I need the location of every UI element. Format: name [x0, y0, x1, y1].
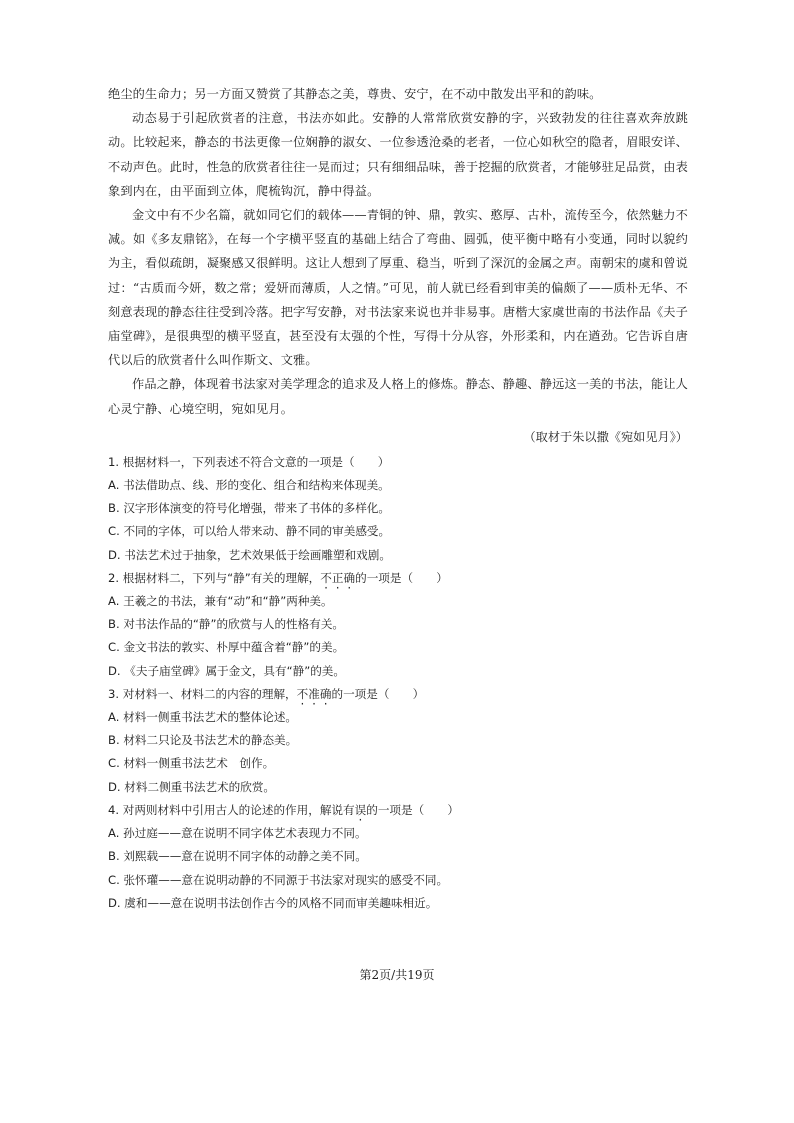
- emphasis-char: 不: [320, 570, 332, 585]
- question-2-option-a: A. 王羲之的书法，兼有“动”和“静”两种美。: [108, 594, 333, 609]
- question-2-option-b: B. 对书法作品的“静”的欣赏与人的性格有关。: [108, 617, 345, 632]
- question-1-option-a: A. 书法借助点、线、形的变化、组合和结构来体现美。: [108, 478, 390, 493]
- question-1-option-d: D. 书法艺术过于抽象，艺术效果低于绘画雕塑和戏剧。: [108, 547, 391, 562]
- question-3-option-c: C. 材料一侧重书法艺术 创作。: [108, 756, 275, 771]
- emphasis-char: 确: [343, 570, 356, 585]
- question-2-stem: [108, 567, 688, 590]
- question-3-option-a: A. 材料一侧重书法艺术的整体论述。: [108, 710, 298, 725]
- question-3-stem: [108, 683, 688, 706]
- question-4-option-b: B. 刘熙载——意在说明不同字体的动静之美不同。: [108, 849, 367, 864]
- question-4-stem-pre: 4. 对两则材料中引用古人的论述的作用，解说有: [108, 802, 355, 817]
- passage-paragraph-3: 金文中有不少名篇，就如同它们的载体——青铜的钟、鼎，敦实、憨厚、古朴，流传至今，依然魅力不减。如《多友鼎铭》，在每一个字横平竖直的基础上结合了弯曲、圆弧，使平衡中略有小变通，同时以貌约为主，看似疏朗，凝聚感又很鲜明。这让人想到了厚重、稳当，听到了深沉的金属之声。南朝宋的虞和曾说过：“古质而今妍，数之常；爱妍而薄质，人之情。”可见，前人就已经看到审美的偏颇了——质朴无华、不刻意表现的静态往往受到冷落。把字写安静，对书法家来说也并非易事。唐楷大家虞世南的书法作品《夫子庙堂碑》，是很典型的横平竖直，甚至没有太强的个性，写得十分从容，外形柔和，内在遒劲。它告诉自唐代以后的欣赏者什么叫作斯文、文雅。: [108, 208, 688, 368]
- question-1-stem: 1. 根据材料一，下列表述不符合文意的一项是（ ）: [108, 454, 390, 469]
- question-3-stem-post: 的一项是（ ）: [331, 686, 425, 701]
- question-4-option-a: A. 孙过庭——意在说明不同字体艺术表现力不同。: [108, 826, 367, 841]
- question-1-option-b: B. 汉字形体演变的符号化增强，带来了书体的多样化。: [108, 501, 390, 516]
- question-2-stem-post: 的一项是（ ）: [355, 570, 448, 585]
- emphasis-char: 误: [354, 802, 367, 817]
- passage-paragraph-4: 作品之静，体现着书法家对美学理念的追求及人格上的修炼。静态、静趣、静远这一美的书法，能让人心灵宁静、心境空明，宛如见月。: [108, 377, 688, 416]
- question-list: [108, 451, 688, 915]
- question-4-stem-post: 的一项是（ ）: [366, 802, 459, 817]
- question-3-stem-pre: 3. 对材料一、材料二的内容的理解，: [108, 686, 297, 701]
- question-3-option-b: B. 材料二只论及书法艺术的静态美。: [108, 733, 298, 748]
- question-4-stem: [108, 799, 688, 822]
- question-3-option-d: D. 材料二侧重书法艺术的欣赏。: [108, 779, 276, 794]
- passage-source: （取材于朱以撒《宛如见月》）: [523, 429, 688, 444]
- emphasis-char: 不: [296, 686, 309, 701]
- document-page: [108, 82, 688, 915]
- question-4-option-d: D. 虞和——意在说明书法创作古今的风格不同而审美趣味相近。: [108, 895, 438, 910]
- emphasis-char: 正: [331, 570, 344, 585]
- passage-paragraph-2: 动态易于引起欣赏者的注意，书法亦如此。安静的人常常欣赏安静的字，兴致勃发的往往喜欢奔放跳动。比较起来，静态的书法更像一位娴静的淑女、一位参透沧桑的老者，一位心如秋空的隐者，眉眼安详、不动声色。此时，性急的欣赏者往往一晃而过；只有细细品味，善于挖掘的欣赏者，才能够驻足品赏，由表象到内在，由平面到立体，爬梳钩沉，静中得益。: [108, 111, 688, 198]
- page-number: 第2页/共19页: [359, 968, 435, 982]
- emphasis-char: 准: [308, 686, 320, 701]
- question-2-option-d: D. 《夫子庙堂碑》属于金文，具有“静”的美。: [108, 663, 345, 678]
- question-2-option-c: C. 金文书法的敦实、朴厚中蕴含着“静”的美。: [108, 640, 345, 655]
- question-2-stem-pre: 2. 根据材料二，下列与“静”有关的理解，: [108, 570, 321, 585]
- emphasis-char: 确: [319, 686, 332, 701]
- question-4-option-c: C. 张怀瓘——意在说明动静的不同源于书法家对现实的感受不同。: [108, 872, 449, 887]
- passage-paragraph-1: 绝尘的生命力；另一方面又赞赏了其静态之美，尊贵、安宁，在不动中散发出平和的韵味。: [108, 87, 602, 101]
- question-1-option-c: C. 不同的字体，可以给人带来动、静不同的审美感受。: [108, 524, 391, 539]
